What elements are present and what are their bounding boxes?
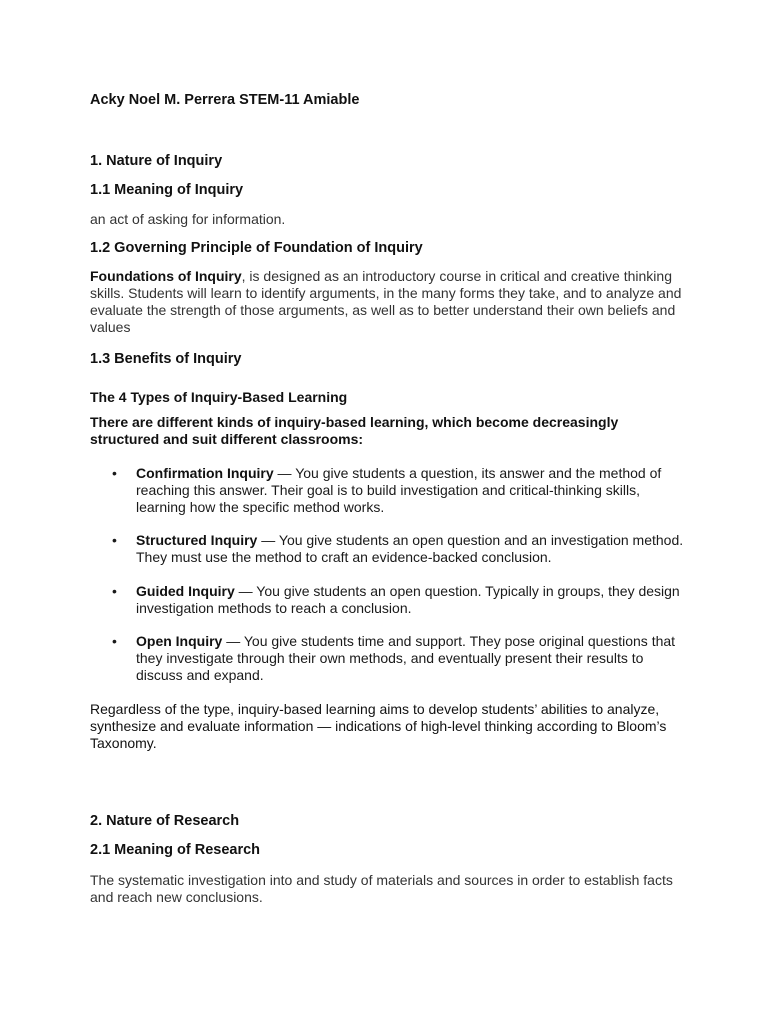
bullet-glyph: • [112, 532, 117, 548]
bullet-glyph: • [112, 633, 117, 649]
paragraph-line: values [90, 319, 131, 335]
section-1-3-heading: 1.3 Benefits of Inquiry [90, 351, 242, 367]
principle-term: Foundations of Inquiry [90, 268, 242, 284]
principle-line-1-rest: , is designed as an introductory course in critical and creative thinking [241, 268, 672, 284]
section-1-2-paragraph [90, 268, 690, 336]
list-item-body [136, 633, 686, 684]
list-item-term: Structured Inquiry [136, 532, 258, 548]
paragraph-line: evaluate the strength of those arguments, as well as to better understand their own beliefs and [90, 302, 676, 318]
paragraph-line [90, 268, 690, 285]
bullet-glyph: • [112, 465, 117, 481]
list-item-body [136, 532, 686, 566]
intro-line: structured and suit different classrooms: [90, 431, 364, 447]
list-item-line-1-rest: — You give students an open question and an investigation method. [257, 532, 684, 548]
types-intro [90, 414, 618, 448]
section-2-heading: 2. Nature of Research [90, 813, 240, 829]
list-item-body [136, 465, 686, 516]
list-item-line-1-rest: — You give students time and support. They pose original questions that [222, 633, 676, 649]
list-item-line [136, 465, 686, 482]
list-item-line [136, 633, 686, 650]
list-item-line: investigation methods to reach a conclusion. [136, 600, 412, 616]
section-1-2-heading: 1.2 Governing Principle of Foundation of Inquiry [90, 240, 423, 256]
paragraph-line: Taxonomy. [90, 735, 157, 751]
paragraph-line: The systematic investigation into and study of materials and sources in order to establish facts [90, 872, 673, 888]
list-item-line-1-rest: — You give students a question, its answer and the method of [273, 465, 662, 481]
section-1-1-text: an act of asking for information. [90, 211, 286, 227]
list-item-term: Confirmation Inquiry [136, 465, 274, 481]
bullet-glyph: • [112, 583, 117, 599]
section-1-1-heading: 1.1 Meaning of Inquiry [90, 182, 244, 198]
list-item-line [136, 532, 686, 549]
types-heading: The 4 Types of Inquiry-Based Learning [90, 389, 348, 405]
list-item-line: learning how the specific method works. [136, 499, 385, 515]
list-item-line: They must use the method to craft an evidence-backed conclusion. [136, 549, 552, 565]
paragraph-line: and reach new conclusions. [90, 889, 263, 905]
list-item-line [136, 583, 686, 600]
paragraph-line: synthesize and evaluate information — indications of high-level thinking according to Bloom’s [90, 718, 667, 734]
section-1-heading: 1. Nature of Inquiry [90, 153, 223, 169]
paragraph-line: skills. Students will learn to identify arguments, in the many forms they take, and to analyze and [90, 285, 682, 301]
list-item-term: Guided Inquiry [136, 583, 235, 599]
list-item-term: Open Inquiry [136, 633, 223, 649]
list-item-line: they investigate through their own methods, and eventually present their results to [136, 650, 644, 666]
list-item-body [136, 583, 686, 617]
section-2-1-paragraph [90, 872, 690, 906]
intro-line: There are different kinds of inquiry-based learning, which become decreasingly [90, 414, 619, 430]
section-2-1-heading: 2.1 Meaning of Research [90, 842, 261, 858]
paragraph-line: Regardless of the type, inquiry-based learning aims to develop students’ abilities to analyze, [90, 701, 660, 717]
list-item-line: reaching this answer. Their goal is to build investigation and critical-thinking skills, [136, 482, 640, 498]
author-line: Acky Noel M. Perrera STEM-11 Amiable [90, 92, 360, 108]
list-item-line-1-rest: — You give students an open question. Typically in groups, they design [234, 583, 680, 599]
closing-paragraph [90, 701, 690, 752]
list-item-line: discuss and expand. [136, 667, 264, 683]
